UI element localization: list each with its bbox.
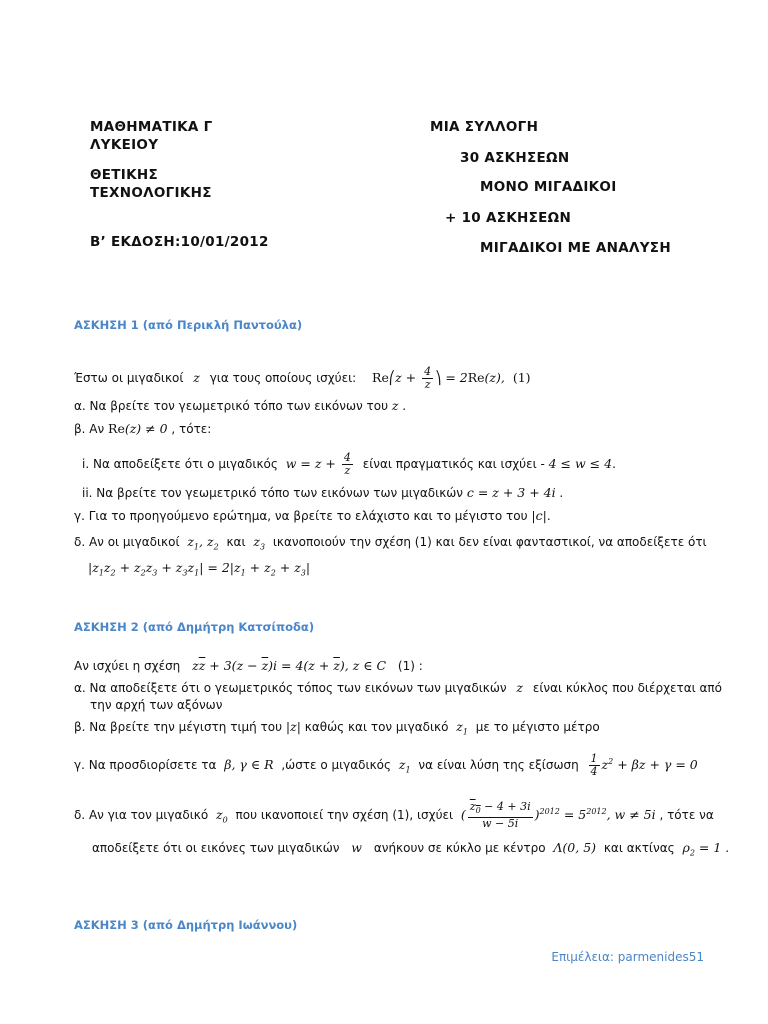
subject-title-line-2: ΛΥΚΕΙΟΥ (90, 137, 159, 153)
exercise-1-part-d: δ. Αν οι μιγαδικοί $z_1$, $z_2$ και $z_3$ ικανοποιούν την σχέση (1) και δεν είναι φανταστικοί, να αποδείξετε ότι (74, 534, 707, 552)
exercise-1-part-a: α. Να βρείτε τον γεωμετρικό τόπο των εικόνων του z . (74, 398, 407, 413)
collection-title: ΜΙΑ ΣΥΛΛΟΓΗ (430, 119, 539, 135)
exercise-2-part-d-cont: αποδείξετε ότι οι εικόνες των μιγαδικών w ανήκουν σε κύκλο με κέντρο Λ(0, 5) και ακτίνας $\rho_2 = 1$ . (92, 840, 730, 858)
exercise-3-title: ΑΣΚΗΣΗ 3 (από Δημήτρη Ιωάννου) (74, 918, 298, 932)
exercise-2-part-c: γ. Να προσδιορίσετε τα β, γ ∈ R ,ώστε ο μιγαδικός $z_1$ να είναι λύση της εξίσωση $\frac{1}{4}$ $z^2 + \beta z + \gamma = 0$ (74, 752, 698, 778)
exercise-1-part-b-ii: ii. Να βρείτε τον γεωμετρικό τόπο των εικόνων των μιγαδικών c = z + 3 + 4i . (82, 485, 564, 500)
exercise-1-identity: $|z_1z_2 + z_2z_3 + z_3z_1| = 2|z_1 + z_2 + z_3|$ (88, 560, 311, 578)
collection-topic-1: ΜΟΝΟ ΜΙΓΑΔΙΚΟΙ (480, 179, 617, 195)
exercise-1-part-b-i: i. Να αποδείξετε ότι ο μιγαδικός w = z + $\frac{4}{z}$ είναι πραγματικός και ισχύει - 4 ≤ w ≤ 4. (82, 451, 616, 477)
exercise-1-intro: Έστω οι μιγαδικοί z για τους οποίους ισχύει: Re⎛z + $\frac{4}{z}$ ⎞ = 2Re(z), (1) (74, 365, 531, 391)
edition-date: Β’ ΕΚΔΟΣΗ:10/01/2012 (90, 234, 269, 250)
exercise-1-part-b: β. Αν Re(z) ≠ 0 , τότε: (74, 421, 212, 436)
exercise-1-part-c: γ. Για το προηγούμενο ερώτημα, να βρείτε το ελάχιστο και το μέγιστο του |c|. (74, 508, 551, 523)
subject-direction-line-1: ΘΕΤΙΚΗΣ (90, 167, 159, 183)
exercise-2-part-b: β. Να βρείτε την μέγιστη τιμή του |z| καθώς και τον μιγαδικό $z_1$ με το μέγιστο μέτρο (74, 719, 600, 737)
collection-count-2: + 10 ΑΣΚΗΣΕΩΝ (445, 210, 572, 226)
collection-topic-2: ΜΙΓΑΔΙΚΟΙ ΜΕ ΑΝΑΛΥΣΗ (480, 240, 671, 256)
exercise-2-part-d: δ. Αν για τον μιγαδικό $z_0$ που ικανοποιεί την σχέση (1), ισχύει ( $\frac{z_0 - 4 + 3i}{w - 5i}$ )$^{2012} = 5^{2012}$, w ≠ 5i , τότε να (74, 800, 714, 831)
exercise-1-title: ΑΣΚΗΣΗ 1 (από Περικλή Παντούλα) (74, 318, 303, 332)
exercise-2-intro: Αν ισχύει η σχέση $z\overline{z} + 3(z - \overline{z})i = 4(z + \overline{z})$, z ∈ C (1) : (74, 658, 423, 673)
subject-title-line-1: ΜΑΘΗΜΑΤΙΚΑ Γ (90, 119, 213, 135)
exercise-2-title: ΑΣΚΗΣΗ 2 (από Δημήτρη Κατσίποδα) (74, 620, 315, 634)
subject-direction-line-2: ΤΕΧΝΟΛΟΓΙΚΗΣ (90, 185, 212, 201)
exercise-2-part-a-cont: την αρχή των αξόνων (90, 698, 223, 712)
collection-count-1: 30 ΑΣΚΗΣΕΩΝ (460, 150, 570, 166)
exercise-2-part-a: α. Να αποδείξετε ότι ο γεωμετρικός τόπος των εικόνων των μιγαδικών z είναι κύκλος που διέρχεται από (74, 680, 722, 695)
footer-editor: Επιμέλεια: parmenides51 (551, 950, 704, 964)
